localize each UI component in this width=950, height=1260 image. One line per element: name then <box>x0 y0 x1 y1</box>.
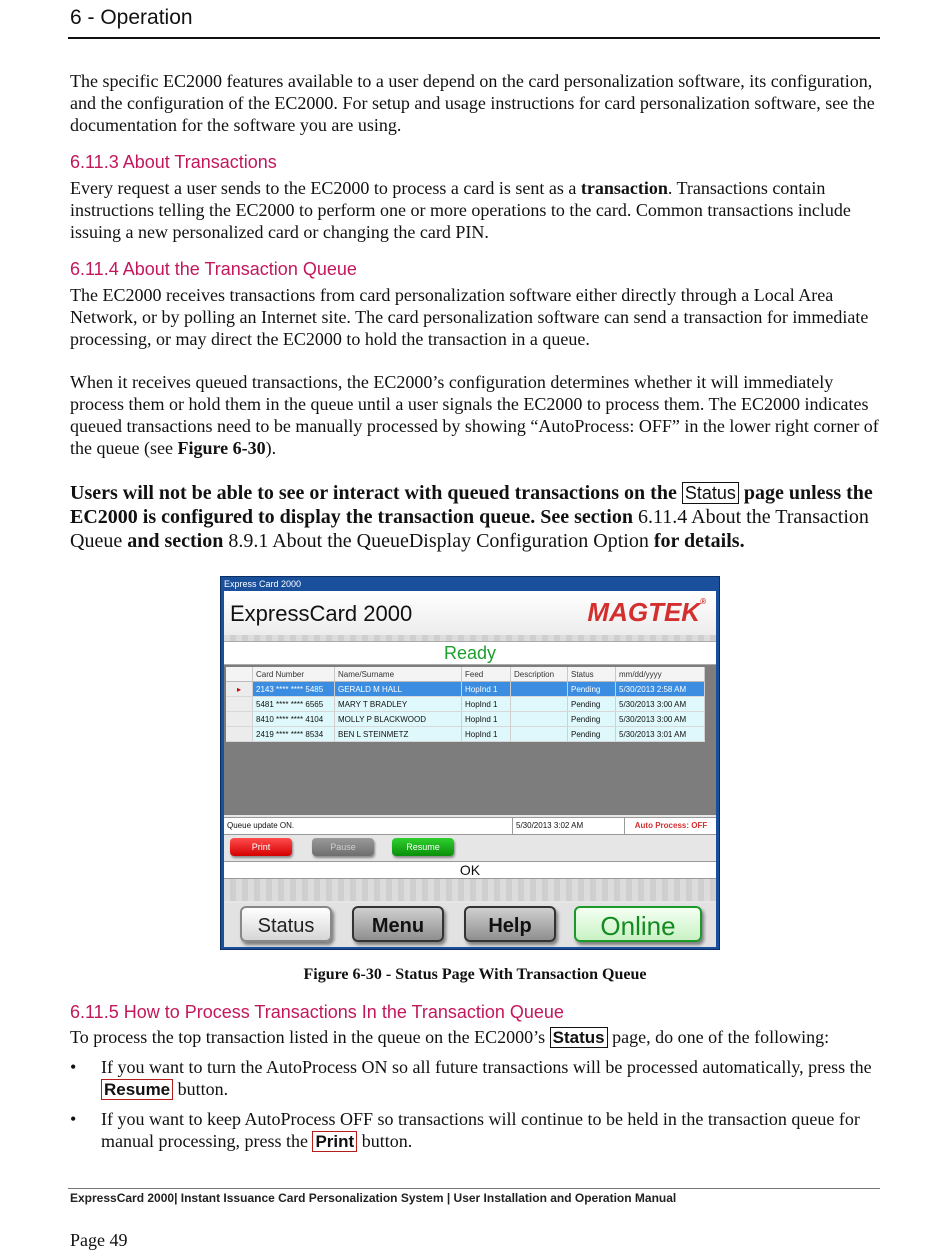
queue-update-text: Queue update ON. <box>227 821 295 830</box>
note-bold: page unless the EC2000 is configured to display the transaction queue. See section <box>70 482 873 528</box>
description-cell <box>511 697 568 712</box>
text: button. <box>173 1079 229 1099</box>
note-bold: and section <box>122 530 229 552</box>
table-header-row <box>226 667 705 682</box>
bullet-icon: • <box>70 1057 77 1077</box>
registered-mark: ® <box>700 597 706 606</box>
name-cell: GERALD M HALL <box>335 682 462 697</box>
table-row[interactable] <box>226 712 705 727</box>
status-time: 5/30/2013 3:02 AM <box>512 818 626 834</box>
app-title: ExpressCard 2000 <box>230 601 413 626</box>
queue-controls <box>224 835 716 859</box>
column-header[interactable]: Card Number <box>253 667 335 682</box>
date-cell: 5/30/2013 3:01 AM <box>616 727 705 742</box>
card-number-cell: 8410 **** **** 4104 <box>253 712 335 727</box>
name-cell: MOLLY P BLACKWOOD <box>335 712 462 727</box>
ok-message-bar: OK <box>224 861 716 879</box>
help-nav-button[interactable]: Help <box>464 906 556 942</box>
bullet-icon: • <box>70 1109 77 1129</box>
status-nav-button[interactable]: Status <box>240 906 332 942</box>
text: page, do one of the following: <box>607 1027 830 1047</box>
footer-rule <box>68 1188 880 1189</box>
resume-button-callout: Resume <box>101 1079 173 1100</box>
pause-button[interactable]: Pause <box>312 838 374 856</box>
row-indicator-header <box>226 667 253 682</box>
app-body <box>224 591 716 947</box>
auto-process-indicator: Auto Process: OFF <box>624 818 717 834</box>
footer-text: ExpressCard 2000| Instant Issuance Card Personalization System | User Installation and Operation Manual <box>70 1191 677 1205</box>
text: Every request a user sends to the EC2000 to process a card is sent as a <box>70 178 581 198</box>
name-cell: BEN L STEINMETZ <box>335 727 462 742</box>
page-number: Page 49 <box>70 1230 128 1250</box>
bullet-text <box>101 1056 881 1101</box>
queue-table <box>226 667 705 742</box>
row-indicator <box>226 727 253 742</box>
card-number-cell: 5481 **** **** 6565 <box>253 697 335 712</box>
status-cell: Pending <box>568 682 616 697</box>
resume-button[interactable]: Resume <box>392 838 454 856</box>
list-item <box>70 1108 880 1152</box>
chapter-heading: 6 - Operation <box>70 6 193 29</box>
menu-nav-button[interactable]: Menu <box>352 906 444 942</box>
section-6-11-4-paragraph-1: The EC2000 receives transactions from card personalization software either directly through a Local Area Network, or by polling an Internet site. The card personalization software can send a transaction for immediate processing, or may direct the EC2000 to hold the transaction in a queue. <box>70 285 869 349</box>
card-number-cell: 2143 **** **** 5485 <box>253 682 335 697</box>
feed-cell: HopInd 1 <box>462 682 511 697</box>
window-title: Express Card 2000 <box>224 579 302 589</box>
status-cell: Pending <box>568 697 616 712</box>
row-indicator <box>226 712 253 727</box>
text: If you want to turn the AutoProcess ON so all future transactions will be processed automatically, press the <box>101 1057 872 1077</box>
section-6-11-5-lead <box>70 1026 880 1049</box>
important-note <box>70 481 880 553</box>
table-row[interactable] <box>226 697 705 712</box>
section-6-11-3-heading: 6.11.3 About Transactions <box>70 152 277 172</box>
description-cell <box>511 727 568 742</box>
ready-status: Ready <box>224 641 716 665</box>
intro-paragraph: The specific EC2000 features available to a user depend on the card personalization software, its configuration, and the configuration of the EC2000. For setup and usage instructions for card personalization software, see the documentation for the software you are using. <box>70 71 875 135</box>
note-bold: for details. <box>648 530 745 552</box>
name-cell: MARY T BRADLEY <box>335 697 462 712</box>
list-item <box>70 1056 880 1100</box>
note-bold: Users will not be able to see or interact with queued transactions on the <box>70 482 682 504</box>
pattern-strip <box>224 879 716 901</box>
status-cell: Pending <box>568 727 616 742</box>
magtek-logo <box>587 597 706 628</box>
section-link[interactable]: 8.9.1 About the QueueDisplay Configuration Option <box>228 530 649 552</box>
chapter-rule <box>68 37 880 39</box>
text: If you want to keep AutoProcess OFF so transactions will continue to be held in the transaction queue for manual processing, press the <box>101 1109 860 1151</box>
description-cell <box>511 682 568 697</box>
column-header[interactable]: Status <box>568 667 616 682</box>
column-header[interactable]: Name/Surname <box>335 667 462 682</box>
bottom-navigation <box>224 903 716 947</box>
queue-status-bar <box>224 817 716 835</box>
feed-cell: HopInd 1 <box>462 697 511 712</box>
section-6-11-5-heading: 6.11.5 How to Process Transactions In the Transaction Queue <box>70 1002 564 1022</box>
table-row[interactable] <box>226 682 705 697</box>
feed-cell: HopInd 1 <box>462 712 511 727</box>
date-cell: 5/30/2013 3:00 AM <box>616 697 705 712</box>
text: To process the top transaction listed in the queue on the EC2000’s <box>70 1027 550 1047</box>
column-header[interactable]: Description <box>511 667 568 682</box>
section-6-11-4-heading: 6.11.4 About the Transaction Queue <box>70 259 357 279</box>
text: ). <box>265 438 277 458</box>
print-button[interactable]: Print <box>230 838 292 856</box>
app-window-screenshot <box>220 576 720 950</box>
bullet-text <box>101 1108 881 1153</box>
feed-cell: HopInd 1 <box>462 727 511 742</box>
description-cell <box>511 712 568 727</box>
figure-caption: Figure 6-30 - Status Page With Transaction Queue <box>303 966 647 983</box>
app-header <box>224 591 716 635</box>
print-button-callout: Print <box>312 1131 357 1152</box>
bold-term: transaction <box>580 178 668 198</box>
status-page-callout: Status <box>682 482 739 504</box>
text: button. <box>357 1131 413 1151</box>
status-cell: Pending <box>568 712 616 727</box>
transaction-queue-grid <box>224 665 716 815</box>
date-cell: 5/30/2013 2:58 AM <box>616 682 705 697</box>
text: . Transactions contain instructions telling the EC2000 to perform one or more operations to the card. Common transactions include issuing a new personalized card or changing the card PIN. <box>70 178 851 242</box>
row-indicator <box>226 697 253 712</box>
section-6-11-3-paragraph <box>70 177 880 243</box>
brand-text: MAGTEK <box>587 597 701 627</box>
table-row[interactable] <box>226 727 705 742</box>
card-number-cell: 2419 **** **** 8534 <box>253 727 335 742</box>
status-page-callout: Status <box>550 1027 608 1048</box>
figure-reference: Figure 6-30 <box>177 438 266 458</box>
row-pointer-icon: ▸ <box>226 682 253 697</box>
column-header[interactable]: mm/dd/yyyy <box>616 667 705 682</box>
column-header[interactable]: Feed <box>462 667 511 682</box>
section-link[interactable]: 6.11.4 About the Transaction Queue <box>70 506 869 552</box>
online-nav-button[interactable]: Online <box>574 906 702 942</box>
date-cell: 5/30/2013 3:00 AM <box>616 712 705 727</box>
text: When it receives queued transactions, the EC2000’s configuration determines whether it will immediately process them or hold them in the queue until a user signals the EC2000 to process them. The EC2000 indicates queued transactions need to be manually processed by showing “AutoProcess: OFF” in the lower right corner of the queue (see <box>70 372 879 458</box>
section-6-11-4-paragraph-2 <box>70 371 880 459</box>
